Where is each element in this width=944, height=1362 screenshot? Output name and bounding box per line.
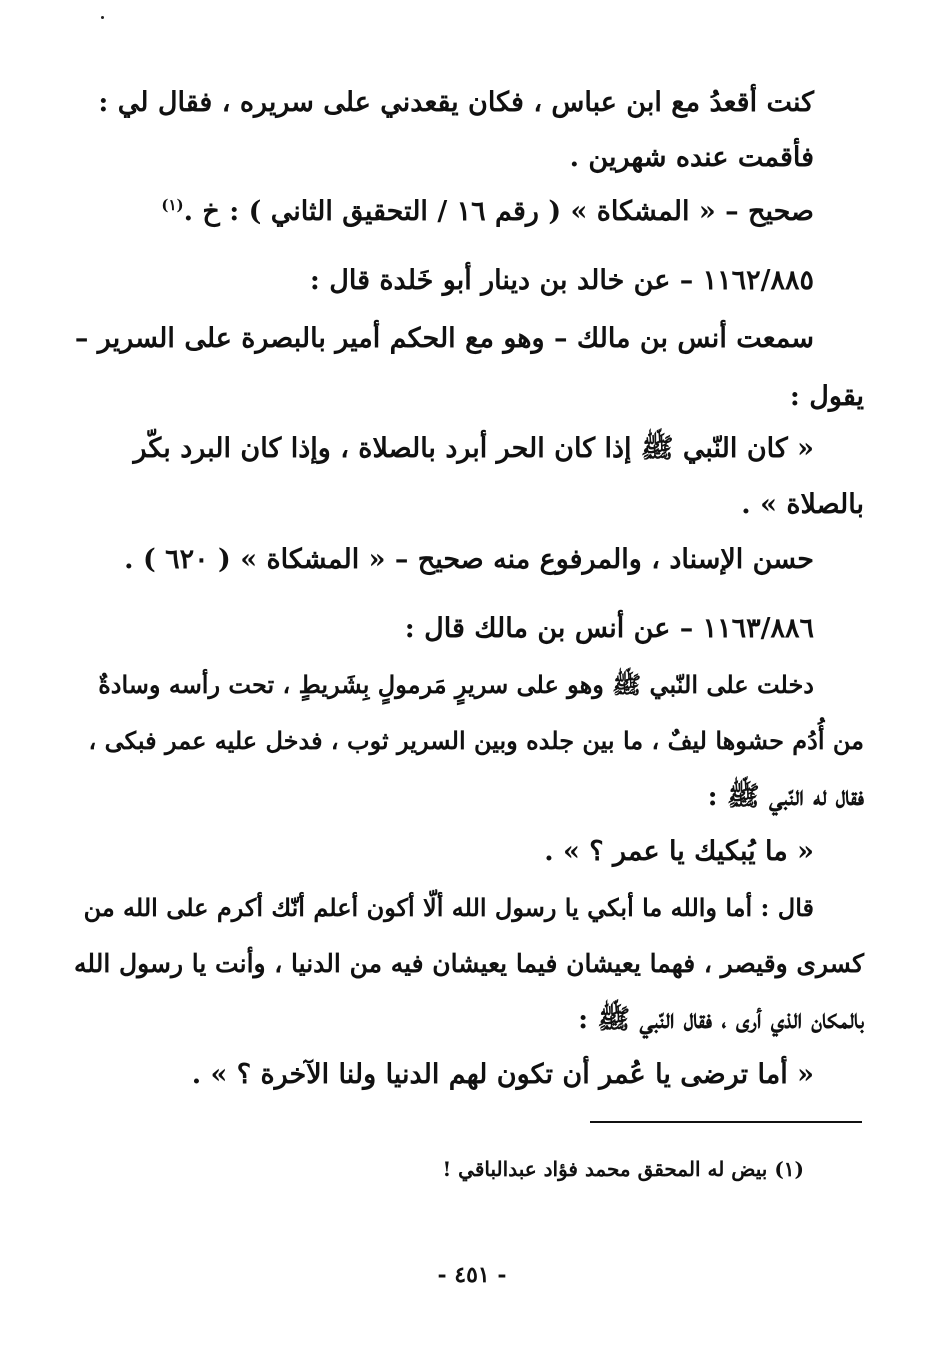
text-line-14: « ما يُبكيك يا عمر ؟ » . xyxy=(544,836,814,867)
text-line-7: « كان النّبي ﷺ إذا كان الحر أبرد بالصلاة ، وإذا كان البرد بكّر xyxy=(133,433,814,464)
page-number: - ٤٥١ - xyxy=(437,1262,507,1288)
grading-line-2: حسن الإسناد ، والمرفوع منه صحيح – « المشكاة » ( ٦٢٠ ) . xyxy=(124,544,814,575)
grading-text: صحيح – « المشكاة » ( رقم ١٦ / التحقيق الثاني ) : خ . xyxy=(183,196,814,227)
hadith-heading-886: ١١٦٣/٨٨٦ – عن أنس بن مالك قال : xyxy=(404,613,814,644)
text-line-1: كنت أقعدُ مع ابن عباس ، فكان يقعدني على سريره ، فقال لي : xyxy=(98,87,814,118)
text-line-16: كسرى وقيصر ، فهما يعيشان فيما يعيشان فيه من الدنيا ، وأنت يا رسول الله xyxy=(74,949,864,978)
text-line-2: فأقمت عنده شهرين . xyxy=(569,142,814,173)
text-line-17: بالمكان الذي أرى ، فقال النّبي ﷺ : xyxy=(578,1004,864,1035)
text-line-13: فقال له النّبي ﷺ : xyxy=(707,781,864,812)
text-line-15: قال : أما والله ما أبكي يا رسول الله ألّا أكون أعلم أنّك أكرم على الله من xyxy=(83,893,814,922)
text-line-6: يقول : xyxy=(789,381,864,412)
text-line-18: « أما ترضى يا عُمر أن تكون لهم الدنيا ولنا الآخرة ؟ » . xyxy=(191,1059,814,1090)
text-line-8: بالصلاة » . xyxy=(741,489,864,520)
text-line-5: سمعت أنس بن مالك – وهو مع الحكم أمير بالبصرة على السرير – xyxy=(74,323,814,354)
stray-dot xyxy=(101,16,104,19)
grading-line-1 xyxy=(161,195,814,229)
hadith-heading-885: ١١٦٢/٨٨٥ – عن خالد بن دينار أبو خَلدة قال : xyxy=(309,265,814,296)
footnote-text: (١) بيض له المحقق محمد فؤاد عبدالباقي ! xyxy=(442,1157,804,1181)
text-line-12: من أُدُم حشوها ليفٌ ، ما بين جلده وبين السرير ثوب ، فدخل عليه عمر فبكى ، xyxy=(88,726,864,755)
footnote-marker: (١) xyxy=(161,196,184,214)
text-line-11: دخلت على النّبي ﷺ وهو على سريرٍ مَرمولٍ بِشَريطٍ ، تحت رأسه وسادةٌ xyxy=(98,670,814,699)
footnote-separator xyxy=(590,1121,862,1123)
